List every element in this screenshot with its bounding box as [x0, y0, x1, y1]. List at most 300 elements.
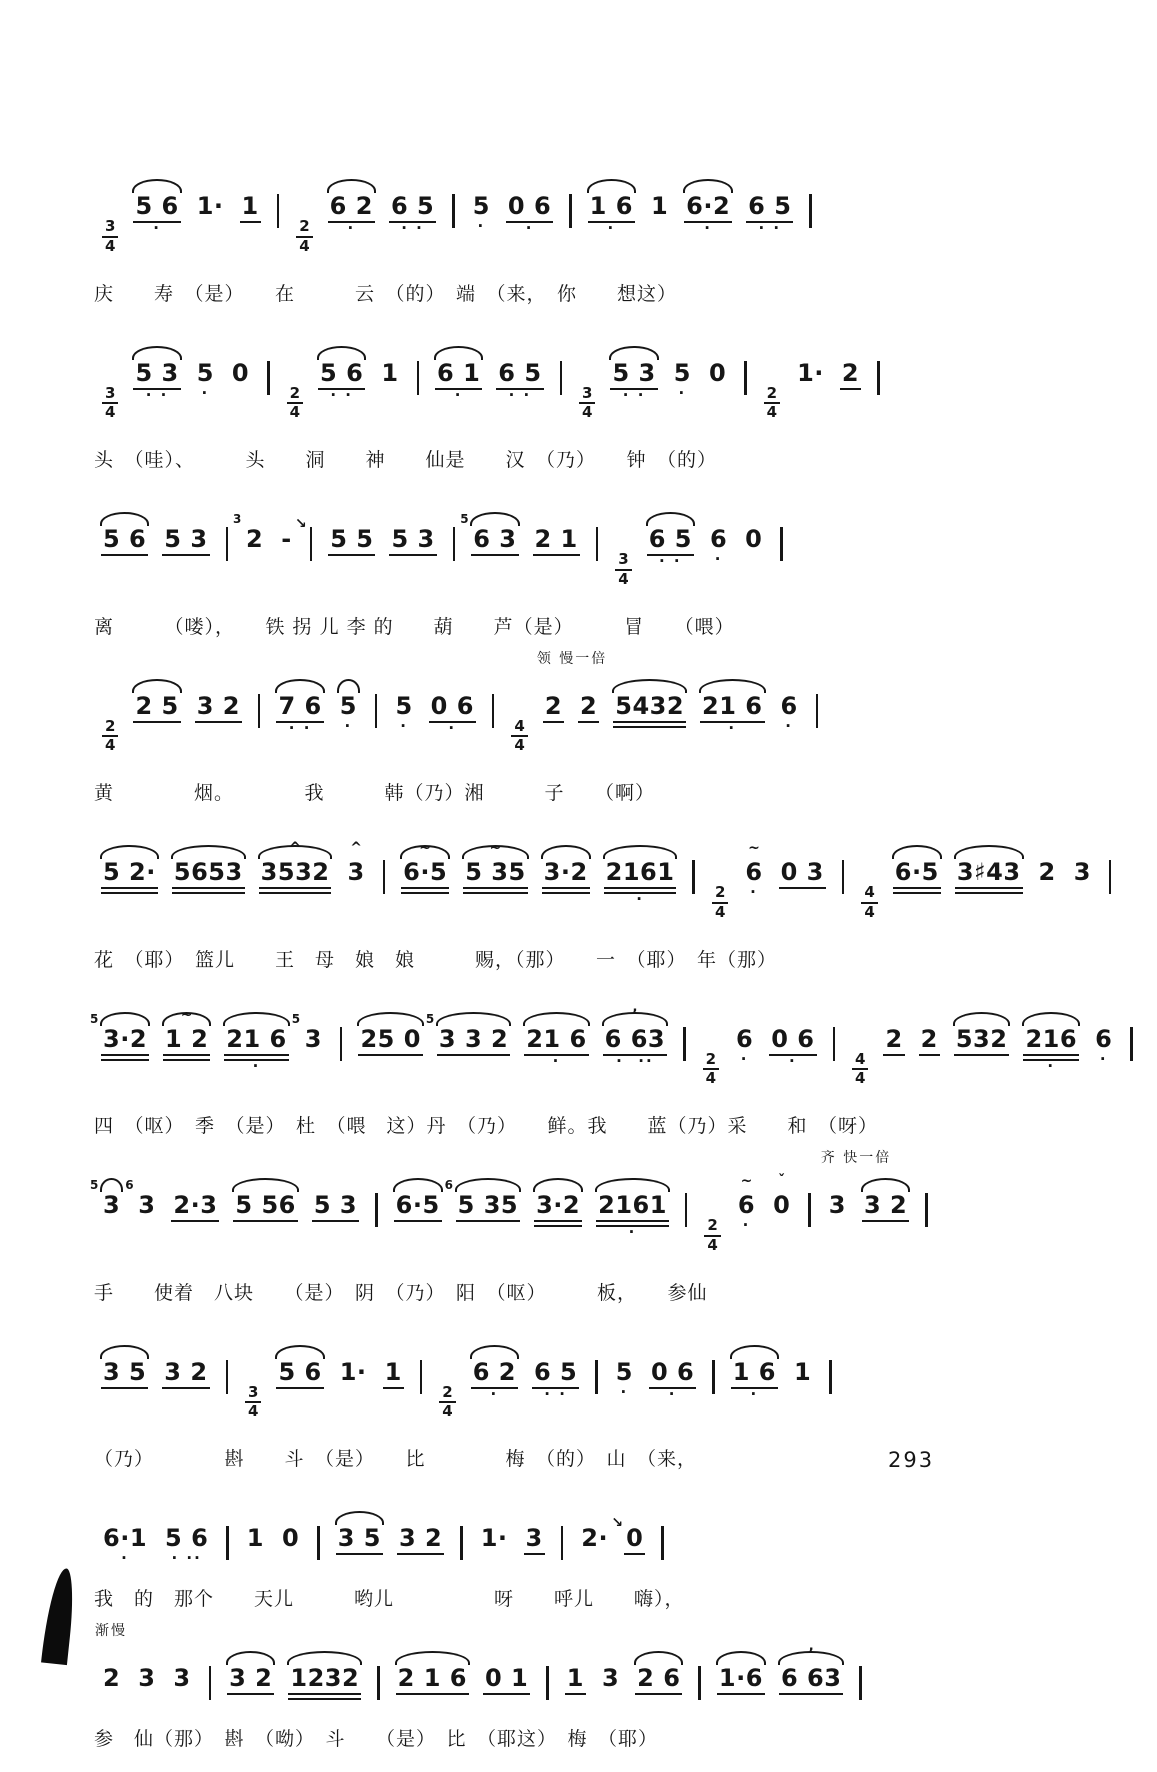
barline [226, 527, 229, 561]
octave-dots: · [714, 550, 723, 568]
slur-arc [523, 1012, 589, 1026]
note-figures: 2 [919, 1027, 940, 1056]
slur-arc [100, 1345, 149, 1359]
note [101, 1357, 148, 1389]
note [224, 1024, 288, 1075]
note [90, 1011, 149, 1061]
barline [842, 860, 845, 894]
note [708, 525, 729, 568]
note [840, 358, 861, 390]
tempo-annotation: 领 慢一倍 [536, 650, 608, 667]
note [280, 1526, 301, 1553]
octave-dots: · [750, 1384, 759, 1403]
time-signature [764, 383, 780, 422]
barline [377, 1666, 380, 1700]
note-figures: 216 [1023, 1027, 1079, 1061]
note [624, 1526, 645, 1555]
time-signature-numerator: 2 [704, 1218, 720, 1237]
note-figures: 3 2 [195, 694, 242, 723]
note-figures: 6 3 [471, 527, 518, 556]
barline [375, 694, 378, 728]
time-signature [102, 383, 118, 422]
note-figures: 0 [231, 358, 250, 387]
time-signature [615, 552, 631, 588]
barline [420, 1360, 423, 1394]
score-body [90, 160, 1113, 1772]
note-figures: 5 6 [318, 361, 365, 390]
note [496, 358, 543, 404]
octave-dots: · [678, 383, 687, 402]
barline [460, 1526, 463, 1560]
slur-arc [954, 845, 1024, 859]
note [700, 691, 764, 737]
grace-note: 5 [460, 512, 469, 526]
note-figures: 5 2· [101, 860, 158, 894]
time-signature-denominator: 4 [864, 902, 875, 921]
note [171, 1193, 219, 1222]
note [435, 358, 482, 404]
note [101, 1524, 149, 1567]
lyrics-line: 我 的 那个 天儿 哟儿 呀 呼儿 嗨）， [94, 1588, 685, 1610]
note [162, 1357, 209, 1389]
time-signature-numerator: 2 [287, 386, 303, 405]
note [600, 1666, 621, 1693]
note [779, 860, 826, 889]
note-figures: 3·2 [101, 1027, 149, 1061]
music-system [94, 1492, 1069, 1611]
octave-dots: · [477, 217, 486, 235]
note [536, 650, 608, 723]
slur-arc [287, 1651, 362, 1665]
note-figures: 3 [524, 1526, 545, 1555]
octave-dots: · [750, 883, 758, 901]
note [195, 358, 216, 402]
note-figures: 0 6 [769, 1027, 816, 1056]
note-figures: 1 2 [163, 1027, 210, 1061]
slur-arc [337, 679, 360, 693]
note [288, 1666, 361, 1700]
note-figures: 2· [581, 1524, 609, 1552]
slur-arc [100, 1012, 150, 1026]
time-signature-denominator: 4 [289, 403, 301, 422]
note-figures: 6·2 [684, 194, 732, 223]
time-signature [704, 1218, 720, 1254]
note [276, 1357, 323, 1389]
note-figures: 1 [383, 1360, 404, 1389]
barline [1130, 1027, 1133, 1061]
note [524, 1526, 545, 1555]
barline [596, 527, 599, 561]
staff-line [94, 650, 1069, 767]
note-figures: 3 [347, 858, 365, 886]
barline [417, 361, 420, 395]
note-figures: 21 6 [224, 1027, 288, 1061]
slur-arc [100, 845, 159, 859]
slur-arc [436, 1012, 511, 1026]
note-figures: 5 6 [101, 527, 148, 556]
note-figures: - [281, 525, 292, 553]
note [862, 1193, 909, 1222]
note [345, 840, 366, 887]
time-signature-numerator: 2 [296, 219, 312, 238]
scan-artifact [41, 1567, 77, 1665]
barline [692, 860, 695, 894]
note-figures: 0 6 [649, 1360, 696, 1389]
octave-dots: · [552, 1051, 561, 1070]
note [291, 1011, 324, 1054]
octave-dots: · · [145, 385, 169, 404]
octave-dots: · [252, 1056, 261, 1075]
note-figures: 3 2 [227, 1666, 274, 1695]
note-figures: 5 6 [276, 1360, 323, 1389]
slur-arc [100, 512, 149, 526]
note [233, 512, 265, 554]
note-figures: 5 35 [463, 860, 527, 894]
slur-arc [612, 679, 687, 693]
barline [744, 361, 747, 395]
note [649, 1357, 696, 1403]
lyrics-line: 庆 寿 （是） 在 云 （的） 端 （来， 你 想这） [94, 282, 678, 305]
music-system [94, 826, 1091, 972]
time-signature [712, 885, 728, 921]
barline [375, 1193, 378, 1227]
note [1093, 1024, 1114, 1068]
staff-line [94, 327, 1069, 434]
note-figures: 6 [709, 525, 728, 553]
barline [780, 527, 783, 561]
octave-dots: · [668, 1384, 677, 1403]
tempo-annotation: 齐 快一倍 [820, 1150, 892, 1166]
note [338, 1357, 369, 1387]
time-signature-numerator: 4 [852, 1052, 868, 1071]
music-system [94, 493, 1069, 639]
note-figures: 1 [565, 1666, 586, 1695]
note-figures: 0 1 [483, 1666, 530, 1695]
grace-note: 5 [291, 1011, 301, 1026]
note-figures: 1 6 [588, 194, 635, 223]
octave-dots: · [347, 219, 356, 237]
note-figures: 6 [745, 858, 763, 886]
note-figures: 2 6 [635, 1666, 682, 1695]
grace-note: 5 [90, 1178, 99, 1192]
note [734, 1024, 755, 1068]
note-figures: 5 3 [312, 1193, 359, 1222]
note [542, 860, 590, 894]
note-figures: 6·5 [893, 860, 941, 894]
note [613, 691, 686, 728]
barline [560, 361, 563, 395]
octave-dots: · · [288, 718, 312, 737]
note [328, 527, 375, 556]
music-system [90, 993, 1113, 1139]
note-figures: 3 5 [101, 1360, 148, 1389]
note [279, 516, 307, 554]
note-figures: 0 6 [429, 694, 476, 723]
time-signature-numerator: 3 [615, 552, 631, 571]
ornament-mark: ~ [740, 1173, 753, 1189]
octave-dots: · [153, 219, 161, 237]
slur-arc [335, 1511, 384, 1525]
note-figures: 3 [138, 1664, 156, 1692]
octave-dots: · · [401, 219, 424, 237]
note [338, 691, 359, 735]
note-figures: 2161 [604, 860, 677, 894]
barline [258, 694, 261, 728]
barline [561, 1526, 564, 1560]
barline [829, 1360, 832, 1394]
note-figures: 0 3 [779, 860, 826, 889]
time-signature-denominator: 4 [514, 736, 525, 755]
note-figures: 3 5 [336, 1526, 383, 1555]
note-figures: 25 0 [358, 1027, 422, 1056]
ornament-mark: ^ [289, 840, 301, 856]
octave-dots: · [728, 718, 737, 737]
note-figures: 6 2 [328, 194, 375, 223]
slur-arc [730, 1345, 779, 1359]
note [672, 358, 693, 402]
staff-line [90, 1150, 1069, 1266]
note [101, 860, 158, 894]
note-figures: 2 1 [533, 527, 580, 556]
note-figures: 6 5 [532, 1360, 579, 1389]
note-figures: 1 6 [731, 1360, 778, 1389]
slur-arc [861, 1178, 910, 1192]
octave-dots: · [704, 219, 712, 237]
barline [809, 194, 812, 228]
slur-arc [699, 679, 765, 693]
time-signature-numerator: 4 [511, 719, 527, 738]
note-figures: 1· [797, 358, 824, 387]
slur-arc [533, 1178, 583, 1192]
note [389, 192, 436, 237]
ornament-mark: ’ [632, 1006, 638, 1023]
note [779, 1646, 843, 1695]
octave-dots: · [490, 1384, 499, 1403]
time-signature [102, 716, 118, 755]
note [133, 192, 180, 237]
lyrics-line: 花 （耶） 篮儿 王 母 娘 娘 赐，（那） 一 （耶） 年（那） [94, 948, 778, 971]
ornament-mark: ˇ [778, 1173, 786, 1189]
note-figures: 5 [196, 358, 214, 387]
note [707, 358, 728, 388]
octave-dots: · [454, 385, 463, 404]
note-figures: 5432 [613, 694, 686, 728]
octave-dots: · · [758, 219, 782, 237]
note-figures: 3 [304, 1024, 322, 1053]
note-figures: 6 [1095, 1024, 1113, 1053]
slur-arc [357, 1012, 423, 1026]
note [792, 1357, 813, 1387]
note-figures: 532 [954, 1027, 1010, 1056]
slur-arc [232, 1178, 298, 1192]
note-figures: 6 5 [389, 194, 436, 223]
note [136, 1666, 157, 1693]
glissando-mark: ↘ [611, 1515, 624, 1531]
barline [277, 194, 280, 228]
note-figures: 6 [780, 691, 798, 720]
note-figures: 5 3 [162, 527, 209, 556]
octave-dots: · [1047, 1056, 1056, 1075]
note-figures: 6 5 [496, 361, 543, 390]
lyrics-line: 黄 烟。 我 韩（乃）湘 子 （啊） [94, 782, 656, 804]
ornament-mark: ~ [419, 840, 432, 856]
music-system [94, 327, 1069, 473]
staff-line [94, 826, 1091, 933]
page-number: 293 [888, 1448, 935, 1472]
barline [661, 1526, 664, 1560]
note-figures: 6 63 [603, 1027, 667, 1056]
octave-dots: · ·· [616, 1051, 654, 1070]
note [746, 192, 793, 237]
time-signature-denominator: 4 [766, 403, 778, 422]
note-figures: 6 [736, 1024, 754, 1053]
note [483, 1666, 530, 1695]
note-figures: 0 [745, 525, 763, 553]
barline [569, 194, 572, 228]
time-signature [439, 1382, 455, 1421]
barline [685, 1193, 688, 1227]
note-figures: 6 1 [435, 361, 482, 390]
note [533, 527, 580, 556]
time-signature-denominator: 4 [618, 569, 629, 588]
octave-dots: · [740, 1049, 749, 1068]
note [604, 858, 677, 908]
note-figures: 3532 [259, 860, 332, 894]
note-figures: 3 [1073, 858, 1091, 886]
note [133, 358, 180, 404]
slur-arc [603, 845, 678, 859]
note-figures: 1 [381, 358, 399, 387]
time-signature-denominator: 4 [105, 403, 116, 422]
note-figures: 3 2 [397, 1526, 444, 1555]
octave-dots: · [628, 1223, 637, 1241]
slur-arc [395, 1651, 470, 1665]
lyrics-line: 手 使着 八块 （是） 阴 （乃） 阳 （呕） 板， 参仙 [94, 1281, 708, 1304]
ornament-mark: ’ [808, 1646, 814, 1662]
note-figures: 1 [650, 192, 669, 220]
note-figures: 21 6 [524, 1027, 588, 1056]
note [893, 860, 941, 894]
barline [925, 1193, 928, 1227]
note [172, 860, 245, 894]
tempo-annotation: 渐慢 [95, 1623, 127, 1639]
music-system [94, 1623, 1069, 1751]
note-figures: 1· [196, 192, 224, 220]
note [1037, 860, 1058, 887]
note [955, 860, 1023, 894]
note [534, 1193, 582, 1227]
barline [859, 1666, 862, 1700]
note [596, 1191, 669, 1241]
octave-dots: · · [544, 1384, 567, 1403]
note-figures: 3 2 [162, 1360, 209, 1389]
barline [492, 694, 495, 728]
note [578, 691, 599, 723]
ornament-mark: ~ [748, 840, 760, 856]
time-signature-denominator: 4 [105, 236, 116, 255]
time-signature-numerator: 2 [712, 885, 728, 904]
barline [453, 527, 456, 561]
slur-arc [595, 1178, 670, 1192]
note-figures: 5 [339, 691, 357, 720]
barline [698, 1666, 701, 1700]
note-figures: 5 [673, 358, 691, 387]
grace-note: 5 [90, 1011, 99, 1026]
note-figures: 7 6 [276, 694, 323, 723]
time-signature [296, 219, 312, 255]
note [171, 1666, 192, 1693]
octave-dots: · [121, 1549, 129, 1567]
slur-arc [541, 845, 591, 859]
barline [383, 860, 386, 894]
note-figures: 1 [240, 194, 261, 223]
time-signature-numerator: 3 [245, 1385, 261, 1404]
slur-arc [132, 179, 181, 193]
time-signature-numerator: 3 [102, 386, 118, 405]
time-signature-denominator: 4 [855, 1069, 866, 1088]
note [736, 1173, 757, 1234]
barline [226, 1360, 229, 1394]
slur-arc [275, 1345, 324, 1359]
barline [816, 694, 819, 728]
note-figures: 5 6 [133, 194, 180, 223]
octave-dots: · [1099, 1049, 1108, 1068]
note [649, 194, 670, 221]
note [779, 691, 800, 735]
grace-note: 5 [425, 1011, 435, 1026]
note [393, 691, 414, 735]
time-signature [245, 1382, 261, 1421]
barline [340, 1027, 343, 1061]
note [95, 1623, 127, 1693]
note-figures: 6 5 [746, 194, 793, 223]
barline [683, 1027, 686, 1061]
time-signature-denominator: 4 [442, 1402, 453, 1421]
note [379, 358, 400, 388]
slur-arc [434, 346, 483, 360]
barline [546, 1666, 549, 1700]
octave-dots: · [636, 890, 644, 908]
note-figures: 3♯43 [955, 860, 1023, 894]
note-figures: 2 [840, 361, 861, 390]
note-figures: 5 3 [389, 527, 436, 556]
staff-line [94, 160, 1069, 267]
note [471, 192, 492, 235]
time-signature-numerator: 3 [579, 386, 595, 405]
note-figures: 1·6 [717, 1666, 765, 1695]
note [1023, 1024, 1079, 1075]
note-figures: 1232 [288, 1666, 361, 1700]
note-figures: 6 5 [647, 527, 694, 556]
note-figures: 5 56 [233, 1193, 297, 1222]
slur-arc [892, 845, 942, 859]
octave-dots: · [525, 219, 534, 237]
ornament-mark: ^ [350, 840, 362, 856]
ornament-mark: ~ [180, 1006, 193, 1023]
note-figures: 2161 [596, 1193, 669, 1227]
note-figures: 2 5 [133, 694, 180, 723]
slur-arc [609, 346, 658, 360]
lyrics-line: 四 （呕） 季 （是） 杜 （喂 这）丹 （乃） 鲜。我 蓝（乃）采 和 （呀） [94, 1115, 879, 1137]
slur-arc [132, 346, 181, 360]
note [743, 527, 764, 554]
note-figures: 5 35 [456, 1193, 520, 1222]
octave-dots: · · [330, 385, 353, 404]
time-signature-denominator: 4 [248, 1402, 259, 1421]
note [394, 1193, 442, 1222]
note [195, 691, 242, 723]
note-figures: 6·5 [394, 1193, 442, 1222]
